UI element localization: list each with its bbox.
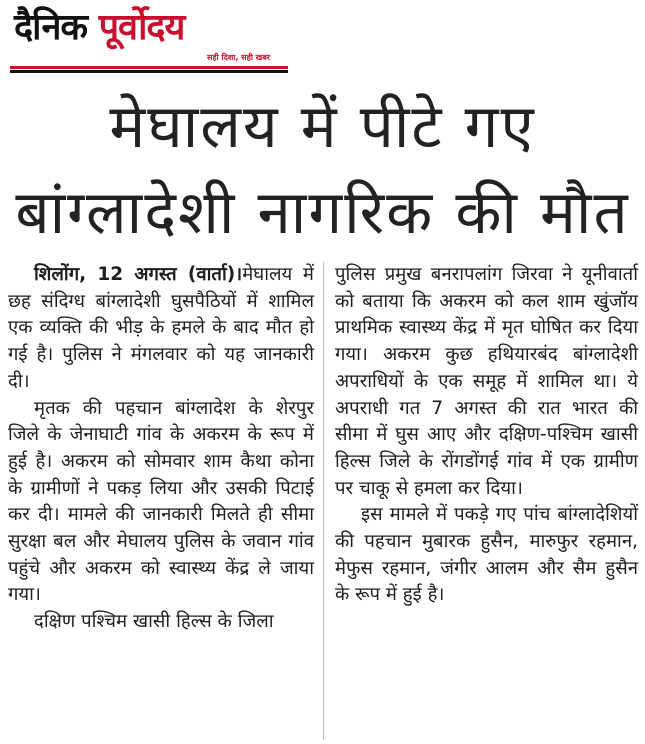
headline-line-1: मेघालय में पीटे गए: [109, 92, 536, 162]
article-headline: [0, 84, 645, 256]
newspaper-tagline: सही दिशा, सही खबर: [207, 53, 271, 62]
logo-word-purvoday: पूर्वोदय: [98, 7, 185, 48]
newspaper-logo: [14, 6, 184, 50]
column-divider: [323, 262, 324, 740]
dateline: शिलोंग, 12 अगस्त (वार्ता)।: [34, 264, 243, 285]
paragraph-text: मेघालय में छह संदिग्ध बांग्लादेशी घुसपैठियों में शामिल एक व्यक्ति की भीड़ के हमले के बाद मौत हो गई है। पुलिस ने मंगलवार को यह जानकारी दी।: [8, 264, 314, 392]
article-paragraph: इस मामले में पकड़े गए पांच बांग्लादेशियों की पहचान मुबारक हुसैन, मारुफुर रहमान, मेफुस रहमान, जंगीर आलम और सैम हुसैन के रूप में हुई है।: [335, 504, 638, 606]
masthead: [10, 4, 290, 74]
article-paragraph: दक्षिण पश्चिम खासी हिल्स के जिला: [34, 611, 274, 633]
article-column-right: [335, 262, 638, 609]
logo-word-dainik: दैनिक: [14, 7, 99, 48]
article-paragraph: मृतक की पहचान बांग्लादेश के शेरपुर जिले के जेनाघाटी गांव के अकरम के रूप में हुई है। अकरम को सोमवार शाम कैथा कोना के ग्रामीणों ने पकड़ लिया और उसकी पिटाई कर दी। मामले की जानकारी मिलते ही सीमा सुरक्षा बल और मेघालय पुलिस के जवान गांव पहुंचे और अकरम को स्वास्थ्य केंद्र ले जाया गया।: [8, 397, 314, 606]
article-paragraph: [8, 262, 314, 396]
article-paragraph: पुलिस प्रमुख बनरापलांग जिरवा ने यूनीवार्ता को बताया कि अकरम को कल शाम खुंजॉय प्राथमिक स्वास्थ्य केंद्र में मृत घोषित कर दिया गया। अकरम कुछ हथियारबंद बांग्लादेशी अपराधियों के एक समूह में शामिल था। ये अपराधी गत 7 अगस्त की रात भारत की सीमा में घुस आए और दक्षिण-पश्चिम खासी हिल्स जिले के रोंगडोंगई गांव में एक ग्रामीण पर चाकू से हमला कर दिया।: [335, 264, 638, 499]
headline-line-2: बांग्लादेशी नागरिक की मौत: [15, 178, 630, 248]
masthead-rule-red: [10, 66, 288, 69]
masthead-rule-black: [10, 70, 288, 73]
article-column-left: [8, 262, 314, 636]
